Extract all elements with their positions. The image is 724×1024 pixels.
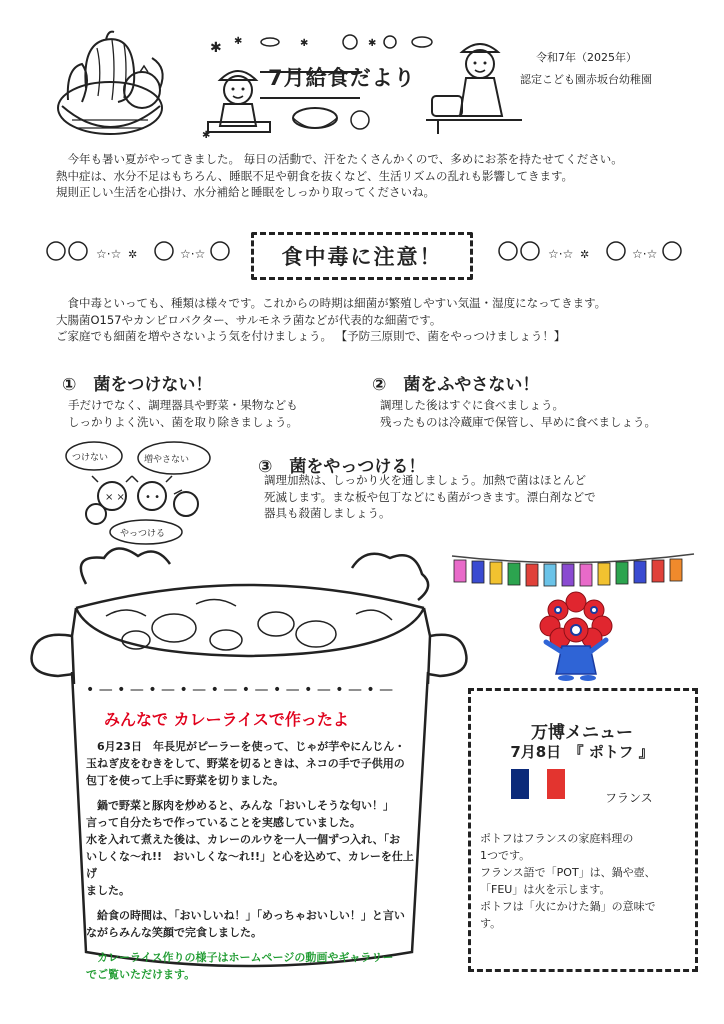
expo-menu-date-dish: 7月8日 『 ポトフ 』	[510, 743, 654, 761]
svg-text:✱: ✱	[202, 130, 211, 140]
curry-line: 言って自分たちで作っていることを実感していました。	[86, 816, 361, 829]
curry-line: いしくな～れ!! おいしくな～れ!!」と心を込めて、カレーを仕上げ	[86, 850, 414, 880]
curry-report	[86, 738, 416, 983]
intro-text	[56, 151, 696, 201]
rule-line: 調理した後はすぐに食べましょう。	[380, 398, 564, 412]
curry-link-line: でご覧いただけます。	[86, 968, 196, 981]
bunting-flags	[448, 548, 698, 588]
curry-line: 鍋で野菜と豚肉を炒めると、みんな「おいしそうな匂い！」	[97, 799, 394, 812]
curry-line: 6月23日 年長児がピーラーを使って、じゃが芋やにんじん・	[97, 740, 406, 753]
rule-line: 死滅します。まな板や包丁などにも菌がつきます。漂白剤などで	[264, 489, 596, 504]
rule-1-body	[68, 397, 348, 430]
tomato-garland-left	[44, 236, 234, 266]
curry-line: ながらみんな笑顔で完食しました。	[86, 926, 262, 939]
intro-line: 今年も暑い夏がやってきました。 毎日の活動で、汗をたくさんかくので、多めにお茶を持たせてください。	[67, 152, 623, 166]
curry-link-line: カレーライス作りの様子はホームページの動画やギャラリー	[97, 951, 394, 964]
expo-mascot-illustration	[532, 590, 622, 682]
expo-description	[480, 830, 688, 932]
flag-stripe-blue	[511, 769, 529, 799]
expo-line: 「FEU」は火を示します。	[480, 883, 611, 896]
intro-line: 規則正しい生活を心掛け、水分補給と睡眠をしっかり取ってくださいね。	[56, 185, 436, 199]
svg-text:✲: ✲	[580, 248, 590, 261]
svg-text:• — • — • — • — • — • — • — •: • — • — • — • — • — • — • — • — • — • —	[86, 682, 394, 698]
curry-line: 水を入れて煮えた後は、カレーのルウを一人一個ずつ入れ、「お	[86, 833, 401, 846]
rule-1-heading: ① 菌をつけない！	[62, 375, 213, 395]
rule-line: 調理加熱は、しっかり火を通しましょう。加熱で菌はほとんど	[264, 473, 586, 487]
germ-label: つけない	[72, 453, 109, 463]
fp-line: 大腸菌O157やカンピロバクター、サルモネラ菌などが代表的な細菌です。	[56, 312, 442, 327]
expo-line: す。	[480, 917, 502, 930]
curry-heading: みんなで カレーライスで作ったよ	[104, 710, 349, 729]
rule-line: しっかりよく洗い、菌を取り除きましょう。	[68, 414, 298, 429]
svg-text:✱: ✱	[368, 38, 377, 49]
svg-text:☆·☆: ☆·☆	[548, 247, 574, 261]
svg-text:✱: ✱	[234, 36, 243, 47]
fp-line: 食中毒といっても、種類は様々です。これからの時期は細菌が繁殖しやすい気温・湿度になってきます。	[67, 296, 607, 310]
intro-line: 熱中症は、水分不足はもちろん、睡眠不足や朝食を抜くなど、生活リズムの乱れも影響してきます。	[56, 168, 574, 183]
germ-label: やっつける	[120, 529, 166, 539]
tomato-garland-right	[496, 236, 686, 266]
child-at-stove-illustration	[424, 36, 524, 136]
expo-line: 1つです。	[480, 849, 531, 862]
svg-text:• •: • •	[145, 492, 160, 503]
france-flag	[511, 769, 565, 799]
curry-line: ました。	[86, 884, 130, 897]
flag-stripe-red	[547, 769, 565, 799]
svg-text:✲: ✲	[128, 248, 138, 261]
svg-text:☆·☆: ☆·☆	[632, 247, 658, 261]
expo-line: フランス語で「POT」は、鍋や壺、	[480, 866, 656, 879]
food-poisoning-banner: 食中毒に注意！	[251, 232, 473, 280]
svg-text:☆·☆: ☆·☆	[96, 247, 122, 261]
rule-3-body	[264, 472, 664, 522]
expo-line: ポトフは「火にかけた鍋」の意味で	[480, 900, 656, 913]
food-poisoning-text	[56, 295, 696, 345]
expo-country: フランス	[605, 791, 653, 805]
rule-2-body	[380, 397, 710, 430]
svg-text:× ×: × ×	[105, 492, 125, 503]
rule-3-heading: ③ 菌をやっつける！	[258, 457, 426, 477]
expo-line: ポトフはフランスの家庭料理の	[480, 832, 634, 845]
svg-text:☆·☆: ☆·☆	[180, 247, 206, 261]
curry-line: 給食の時間は、「おいしいね！」「めっちゃおいしい！」と言い	[97, 909, 405, 922]
flag-stripe-white	[529, 769, 547, 799]
school-name: 認定こども園赤坂台幼稚園	[520, 73, 652, 86]
newsletter-title: 7月給食だより	[268, 66, 416, 90]
fp-line: ご家庭でも細菌を増やさないよう気を付けましょう。 【予防三原則で、菌をやっつけましょう！】	[56, 329, 566, 343]
svg-text:✱: ✱	[300, 38, 309, 49]
vegetable-basket-illustration	[52, 28, 172, 146]
germs-illustration	[62, 438, 232, 546]
germ-label: 増やさない	[144, 455, 190, 465]
rule-line: 手だけでなく、調理器具や野菜・果物なども	[68, 398, 298, 412]
expo-menu-title: 万博メニュー	[531, 723, 633, 743]
child-cooking-illustration	[206, 60, 272, 138]
rule-line: 残ったものは冷蔵庫で保管し、早めに食べましょう。	[380, 414, 656, 429]
issue-date: 令和7年（2025年）	[536, 51, 637, 64]
rule-line: 器具も殺菌しましょう。	[264, 506, 391, 520]
svg-text:✱: ✱	[210, 40, 222, 56]
rule-2-heading: ② 菌をふやさない！	[372, 375, 540, 395]
curry-line: 包丁を使って上手に野菜を切りました。	[86, 774, 284, 787]
curry-line: 玉ねぎ皮をむきをして、野菜を切るときは、ネコの手で子供用の	[86, 757, 405, 770]
